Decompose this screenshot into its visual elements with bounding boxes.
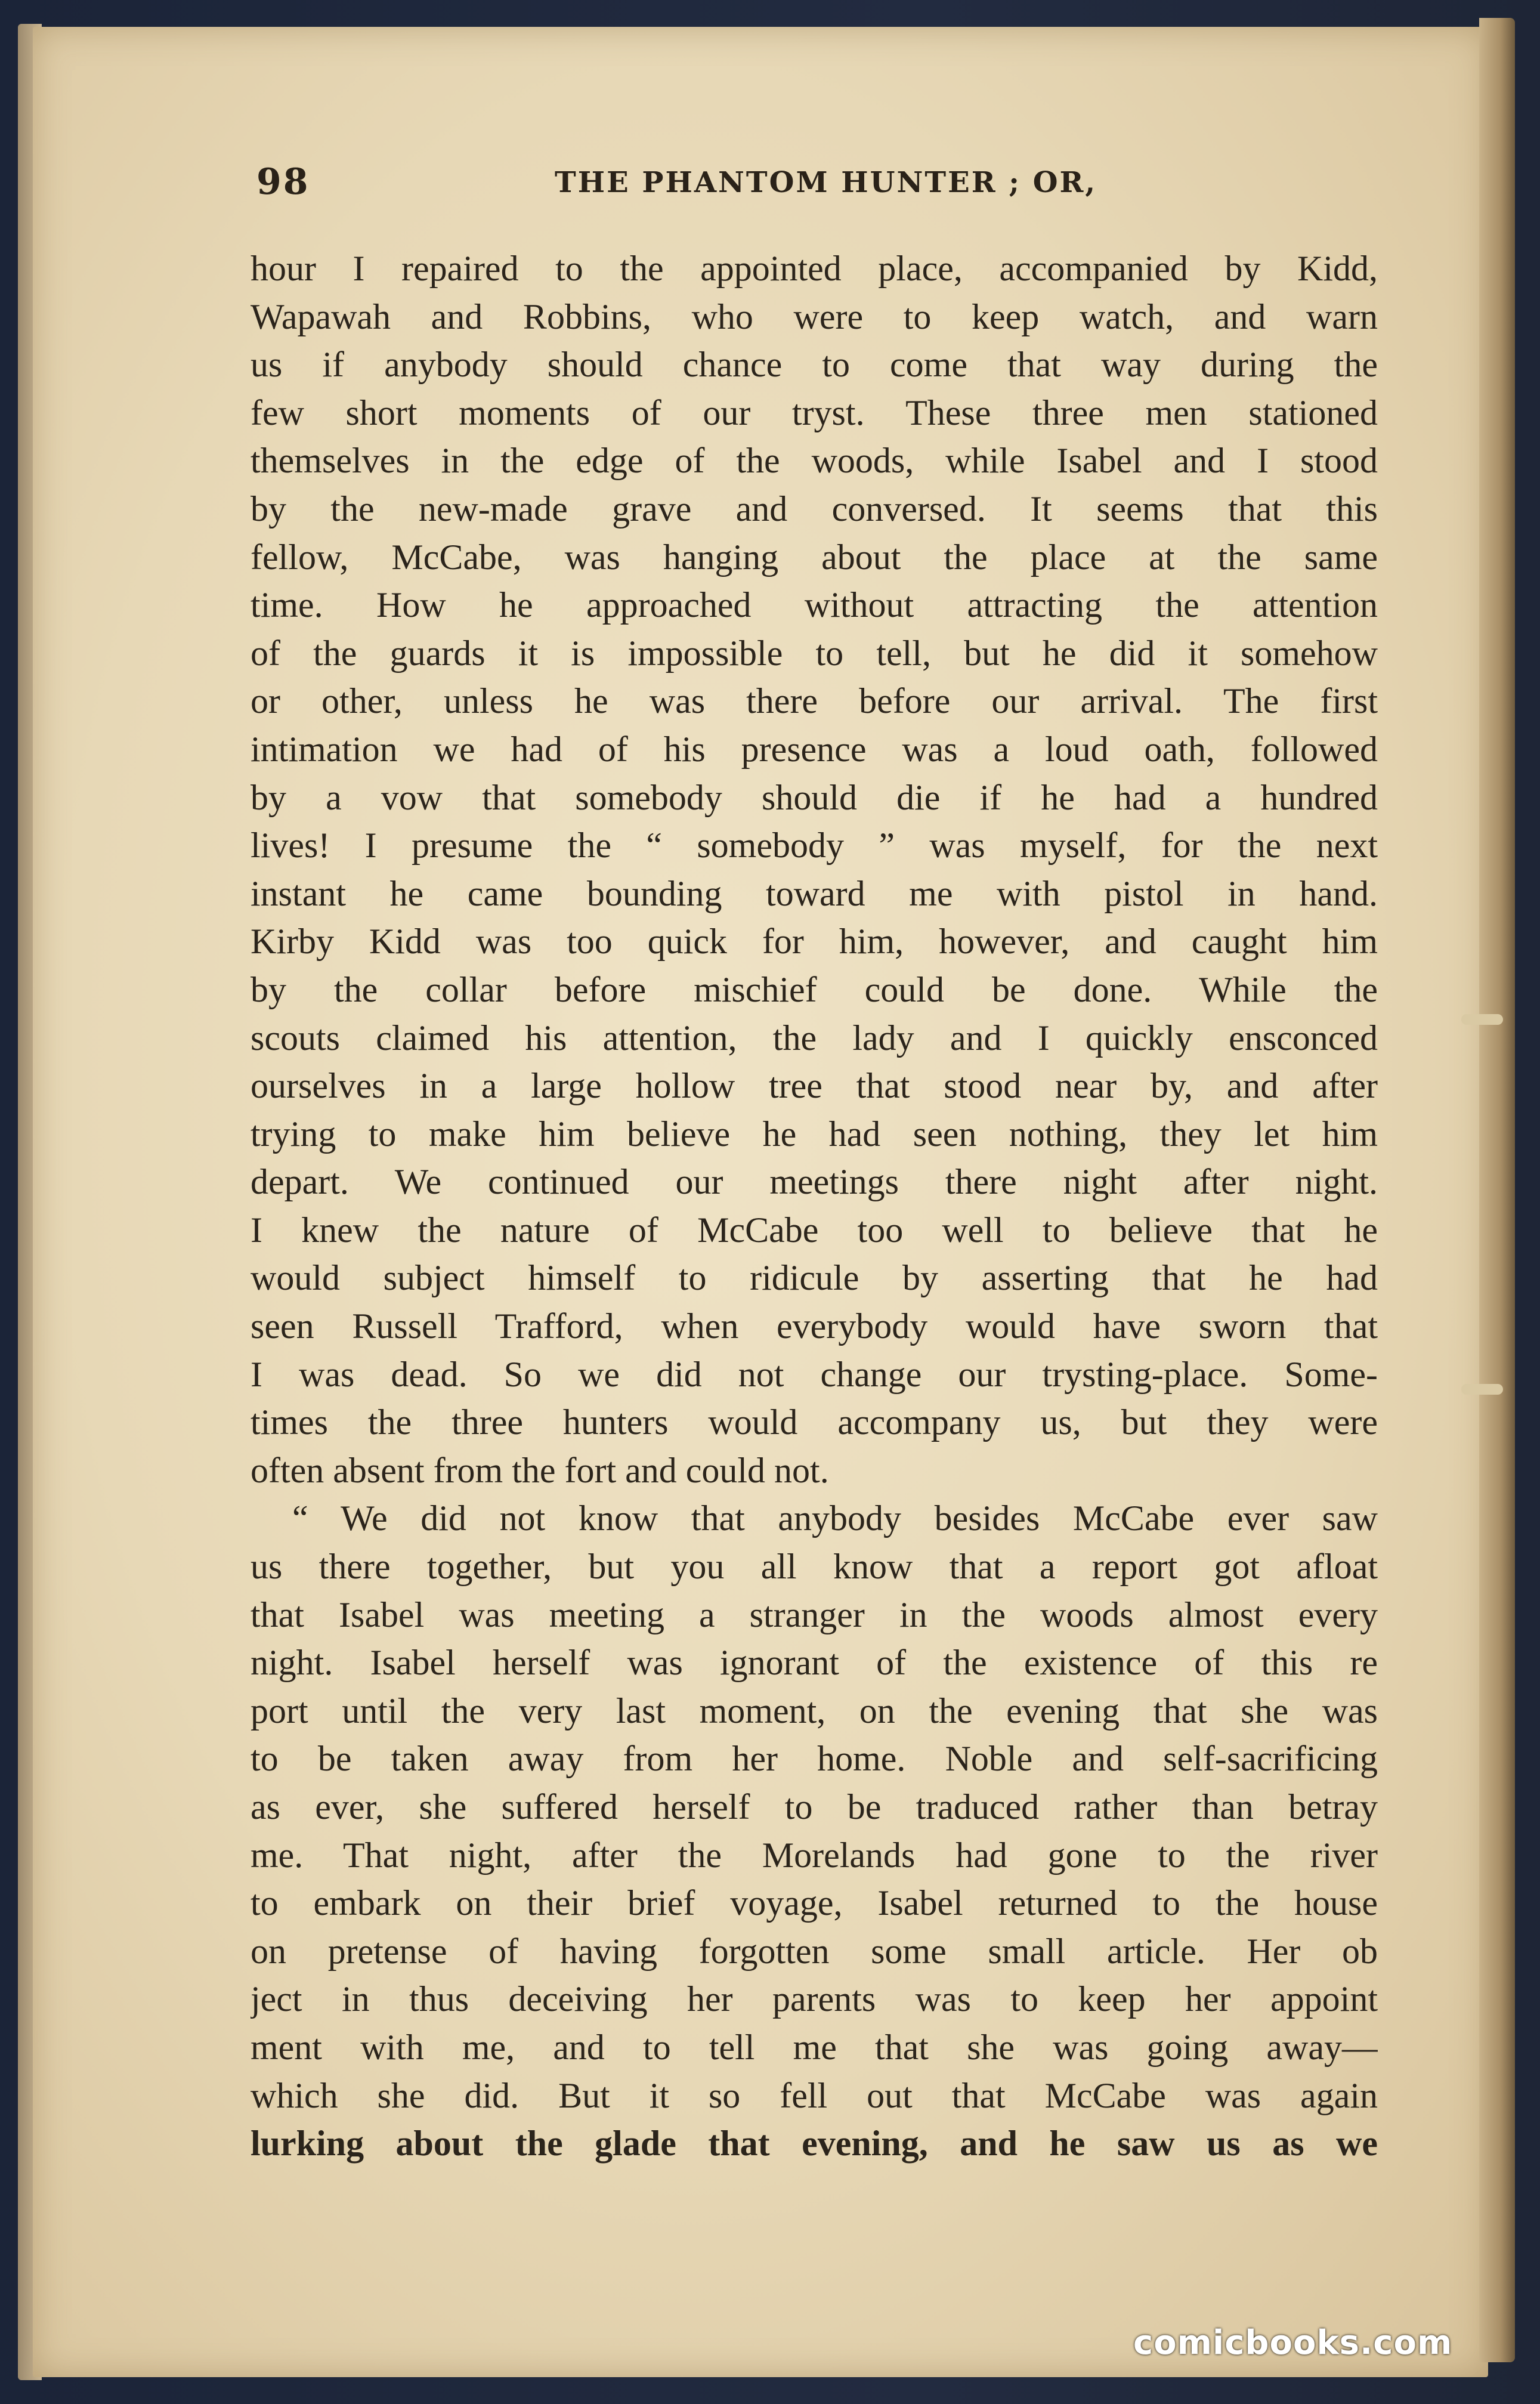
text-line: us there together, but you all know that a report got afloat bbox=[251, 1547, 1378, 1587]
text-line: me. That night, after the Morelands had gone to the river bbox=[251, 1835, 1378, 1875]
text-line: “ We did not know that anybody besides McCabe ever saw bbox=[292, 1498, 1378, 1538]
text-line: instant he came bounding toward me with pistol in hand. bbox=[251, 873, 1378, 913]
text-line: lurking about the glade that evening, and he saw us as we bbox=[251, 2124, 1378, 2164]
text-line: lives! I presume the “ somebody ” was myself, for the next bbox=[251, 826, 1378, 866]
text-line: ourselves in a large hollow tree that stood near by, and after bbox=[251, 1066, 1378, 1106]
text-line: on pretense of having forgotten some small article. Her ob bbox=[251, 1931, 1378, 1971]
binding-thread bbox=[1461, 1384, 1503, 1395]
page-number: 98 bbox=[256, 161, 310, 203]
text-line: to embark on their brief voyage, Isabel returned to the house bbox=[251, 1883, 1378, 1923]
text-line: themselves in the edge of the woods, while Isabel and I stood bbox=[251, 441, 1378, 481]
text-line: hour I repaired to the appointed place, accompanied by Kidd, bbox=[251, 249, 1378, 288]
text-line: by the collar before mischief could be done. While the bbox=[251, 969, 1378, 1009]
text-line: depart. We continued our meetings there night after night. bbox=[251, 1162, 1378, 1202]
text-line: us if anybody should chance to come that way during the bbox=[251, 345, 1378, 385]
binding-thread bbox=[1461, 1014, 1503, 1025]
text-line: night. Isabel herself was ignorant of the existence of this re bbox=[251, 1643, 1378, 1683]
text-line: few short moments of our tryst. These three men stationed bbox=[251, 393, 1378, 432]
running-head: THE PHANTOM HUNTER ; OR, bbox=[555, 166, 1097, 199]
text-line: I was dead. So we did not change our trysting-place. Some- bbox=[251, 1354, 1378, 1394]
text-line: seen Russell Trafford, when everybody would have sworn that bbox=[251, 1306, 1378, 1346]
text-line: ment with me, and to tell me that she was going away— bbox=[251, 2027, 1378, 2067]
text-line: fellow, McCabe, was hanging about the place at the same bbox=[251, 537, 1378, 577]
watermark: comicbooks.com bbox=[1133, 2323, 1453, 2362]
page-right-edge bbox=[1479, 18, 1515, 2362]
text-line: that Isabel was meeting a stranger in the woods almost every bbox=[251, 1595, 1378, 1634]
text-line: Kirby Kidd was too quick for him, however, and caught him bbox=[251, 922, 1378, 962]
text-line: port until the very last moment, on the evening that she was bbox=[251, 1691, 1378, 1731]
text-line: times the three hunters would accompany us, but they were bbox=[251, 1402, 1378, 1442]
text-line: of the guards it is impossible to tell, but he did it somehow bbox=[251, 633, 1378, 673]
text-line: scouts claimed his attention, the lady and I quickly ensconced bbox=[251, 1018, 1378, 1058]
text-line: trying to make him believe he had seen nothing, they let him bbox=[251, 1114, 1378, 1154]
body-text bbox=[251, 245, 1378, 2168]
text-line: would subject himself to ridicule by asserting that he had bbox=[251, 1258, 1378, 1298]
text-line: intimation we had of his presence was a loud oath, followed bbox=[251, 729, 1378, 769]
text-line: which she did. But it so fell out that McCabe was again bbox=[251, 2075, 1378, 2115]
text-line: ject in thus deceiving her parents was to keep her appoint bbox=[251, 1979, 1378, 2019]
text-line: often absent from the fort and could not. bbox=[251, 1450, 829, 1490]
text-line: by the new-made grave and conversed. It seems that this bbox=[251, 489, 1378, 529]
text-line: to be taken away from her home. Noble and self-sacrificing bbox=[251, 1739, 1378, 1779]
page-header bbox=[256, 161, 1390, 215]
text-line: as ever, she suffered herself to be traduced rather than betray bbox=[251, 1787, 1378, 1827]
text-line: by a vow that somebody should die if he had a hundred bbox=[251, 777, 1378, 817]
text-line: I knew the nature of McCabe too well to believe that he bbox=[251, 1210, 1378, 1250]
text-line: or other, unless he was there before our arrival. The first bbox=[251, 681, 1378, 721]
text-line: Wapawah and Robbins, who were to keep watch, and warn bbox=[251, 296, 1378, 336]
text-line: time. How he approached without attracting the attention bbox=[251, 585, 1378, 625]
